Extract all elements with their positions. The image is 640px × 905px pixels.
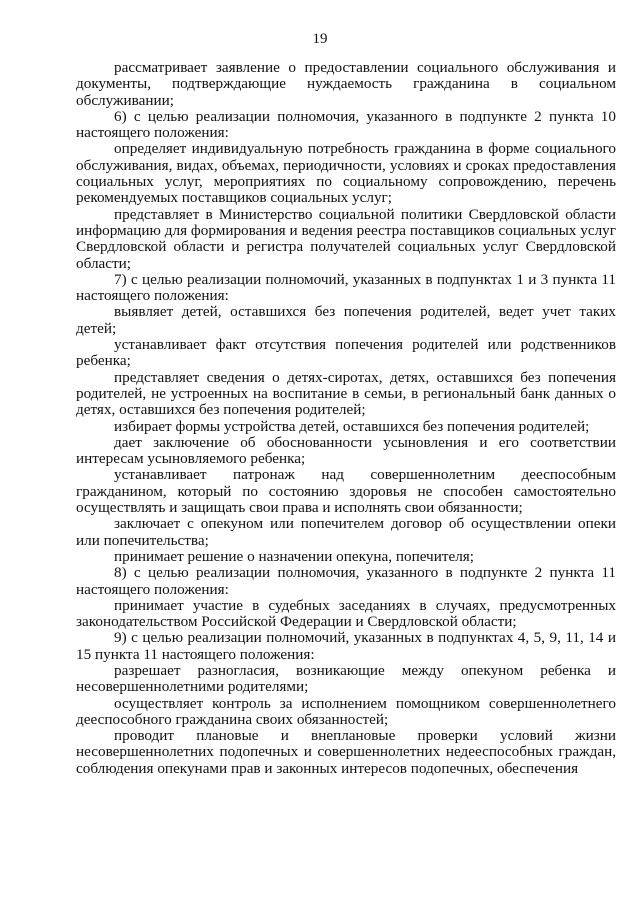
- paragraph: проводит плановые и внеплановые проверки условий жизни несовершеннолетних подопечных и совершеннолетних недееспособных граждан, соблюдения опекунами прав и законных интересов подопечных, обеспечения: [76, 727, 616, 777]
- page-number: 19: [312, 31, 328, 47]
- paragraph: устанавливает факт отсутствия попечения родителей или родственников ребенка;: [76, 336, 616, 370]
- paragraph: рассматривает заявление о предоставлении социального обслуживания и документы, подтверждающие нуждаемость гражданина в социальном обслуживании;: [76, 59, 616, 109]
- document-body: [76, 60, 616, 777]
- paragraph: 8) с целью реализации полномочия, указанного в подпункте 2 пункта 11 настоящего положения:: [76, 564, 616, 598]
- paragraph: 9) с целью реализации полномочий, указанных в подпунктах 4, 5, 9, 11, 14 и 15 пункта 11 настоящего положения:: [76, 629, 616, 663]
- paragraph: устанавливает патронаж над совершеннолетним дееспособным гражданином, который по состоянию здоровья не способен самостоятельно осуществлять и защищать свои права и исполнять свои обязанности;: [76, 466, 616, 517]
- paragraph: заключает с опекуном или попечителем договор об осуществлении опеки или попечительства;: [76, 515, 616, 549]
- paragraph: представляет в Министерство социальной политики Свердловской области информацию для формирования и ведения реестра поставщиков социальных услуг Свердловской области и регистра получателей социальных услуг Свердловской области;: [76, 205, 616, 272]
- paragraph: 7) с целью реализации полномочий, указанных в подпунктах 1 и 3 пункта 11 настоящего положения:: [76, 270, 616, 305]
- paragraph: осуществляет контроль за исполнением помощником совершеннолетнего дееспособного гражданина своих обязанностей;: [76, 694, 616, 728]
- paragraph: принимает участие в судебных заседаниях в случаях, предусмотренных законодательством Российской Федерации и Свердловской области;: [76, 596, 616, 631]
- paragraph: избирает формы устройства детей, оставшихся без попечения родителей;: [114, 417, 590, 435]
- paragraph: принимает решение о назначении опекуна, попечителя;: [114, 547, 474, 565]
- paragraph: определяет индивидуальную потребность гражданина в форме социального обслуживания, видах, объемах, периодичности, условиях и сроках предоставления социальных услуг, мероприятиях по социальному сопровождению, перечень рекомендуемых поставщиков социальных услуг;: [76, 140, 616, 207]
- paragraph: 6) с целью реализации полномочия, указанного в подпункте 2 пункта 10 настоящего положения:: [76, 107, 616, 142]
- paragraph: дает заключение об обоснованности усыновления и его соответствии интересам усыновляемого ребенка;: [76, 433, 616, 468]
- paragraph: представляет сведения о детях-сиротах, детях, оставшихся без попечения родителей, не устроенных на воспитание в семьи, в региональный банк данных о детях, оставшихся без попечения родителей;: [76, 368, 616, 419]
- paragraph: разрешает разногласия, возникающие между опекуном ребенка и несовершеннолетними родителями;: [76, 661, 616, 696]
- paragraph: выявляет детей, оставшихся без попечения родителей, ведет учет таких детей;: [76, 303, 616, 337]
